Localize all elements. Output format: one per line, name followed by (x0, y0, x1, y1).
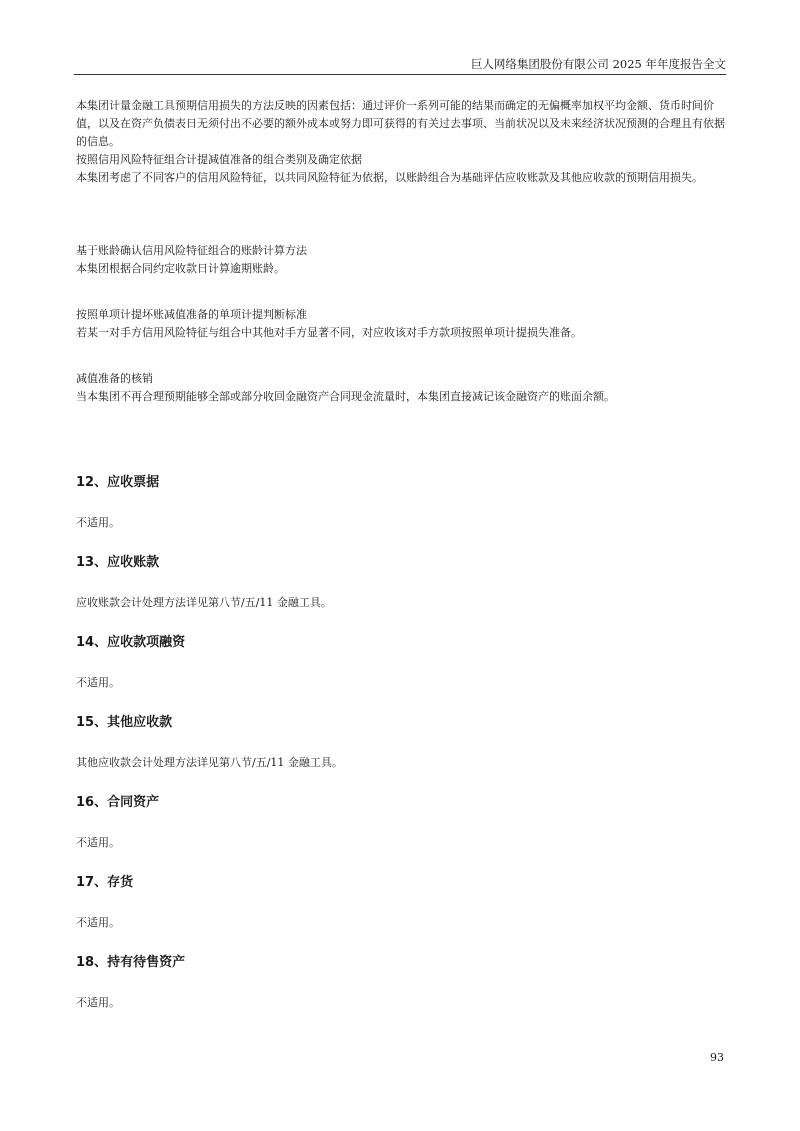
section-heading-accounts-receivable: 13、应收账款 (76, 555, 160, 570)
report-title: 巨人网络集团股份有限公司 2025 年年度报告全文 (470, 57, 726, 71)
aging-block (76, 242, 726, 278)
section-body-other-receivables: 其他应收款会计处理方法详见第八节/五/11 金融工具。 (76, 756, 343, 769)
page-number: 93 (710, 1051, 724, 1064)
section-body-inventory: 不适用。 (76, 916, 120, 929)
intro-paragraph-1: 本集团计量金融工具预期信用损失的方法反映的因素包括：通过评价一系列可能的结果而确定的无偏概率加权平均金额、货币时间价值，以及在资产负债表日无须付出不必要的额外成本或努力即可获得的有关过去事项、当前状况以及未来经济状况预测的合理且有依据的信息。 (76, 99, 725, 148)
section-body-accounts-receivable: 应收账款会计处理方法详见第八节/五/11 金融工具。 (76, 596, 332, 609)
individual-text: 若某一对手方信用风险特征与组合中其他对手方显著不同，对应收该对手方款项按照单项计提损失准备。 (76, 326, 582, 339)
aging-text: 本集团根据合同约定收款日计算逾期账龄。 (76, 262, 285, 275)
aging-title: 基于账龄确认信用风险特征组合的账龄计算方法 (76, 244, 307, 257)
writeoff-block (76, 370, 726, 406)
intro-paragraph-2: 按照信用风险特征组合计提减值准备的组合类别及确定依据 (76, 153, 362, 166)
individual-title: 按照单项计提坏账减值准备的单项计提判断标准 (76, 308, 307, 321)
section-body-contract-assets: 不适用。 (76, 836, 120, 849)
writeoff-text: 当本集团不再合理预期能够全部或部分收回金融资产合同现金流量时，本集团直接减记该金融资产的账面余额。 (76, 390, 615, 403)
section-heading-inventory: 17、存货 (76, 875, 134, 890)
intro-paragraph-3: 本集团考虑了不同客户的信用风险特征，以共同风险特征为依据，以账龄组合为基础评估应收账款及其他应收款的预期信用损失。 (76, 171, 703, 184)
section-heading-contract-assets: 16、合同资产 (76, 795, 160, 810)
section-heading-notes-receivable: 12、应收票据 (76, 475, 160, 490)
individual-block (76, 306, 726, 342)
section-body-held-for-sale-assets: 不适用。 (76, 996, 120, 1009)
section-body-notes-receivable: 不适用。 (76, 516, 120, 529)
section-heading-receivables-financing: 14、应收款项融资 (76, 635, 186, 650)
section-heading-other-receivables: 15、其他应收款 (76, 715, 173, 730)
writeoff-title: 减值准备的核销 (76, 372, 153, 385)
page-header (74, 56, 726, 75)
section-body-receivables-financing: 不适用。 (76, 676, 120, 689)
section-heading-held-for-sale-assets: 18、持有待售资产 (76, 955, 186, 970)
intro-block (76, 97, 726, 187)
